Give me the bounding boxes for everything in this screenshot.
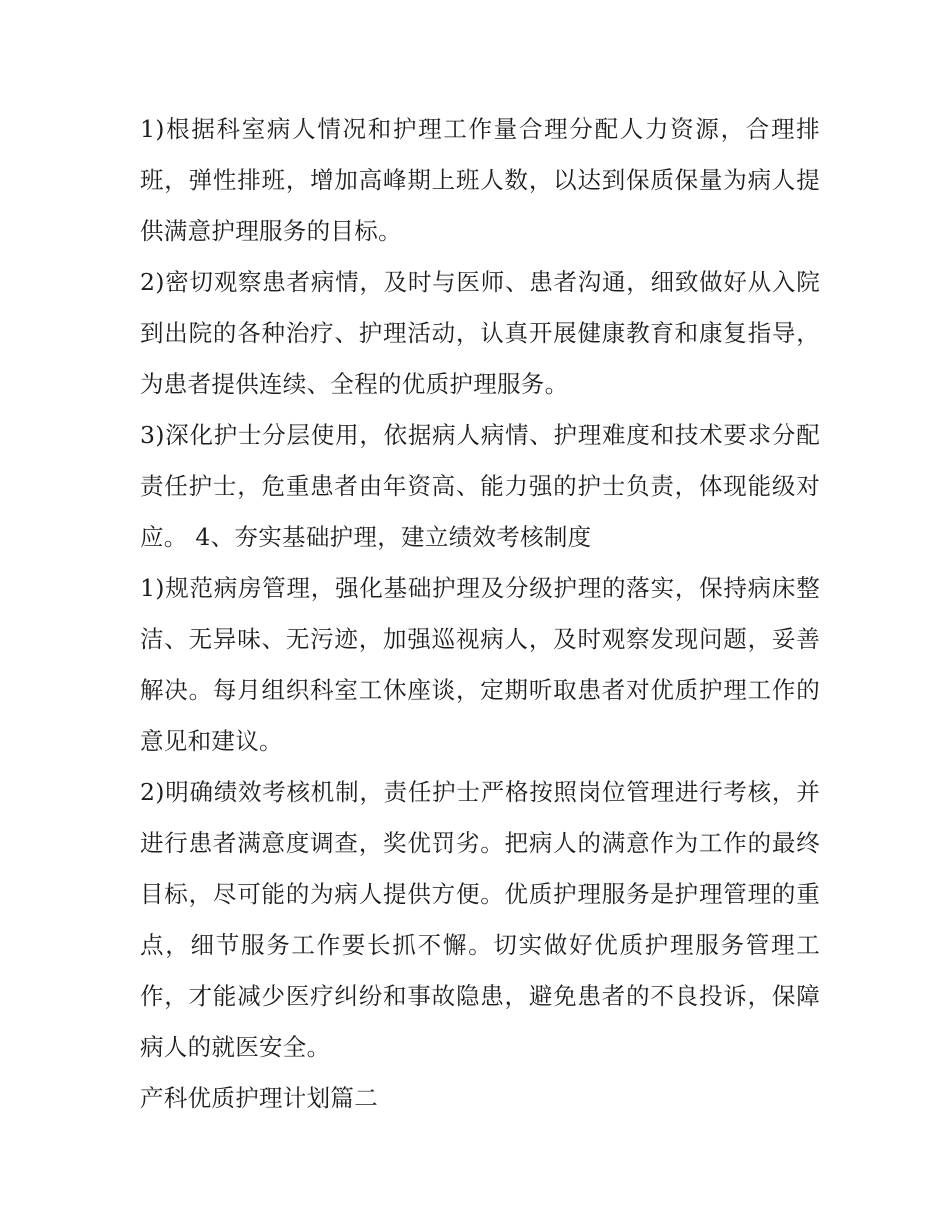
paragraph-performance-review: 2)明确绩效考核机制，责任护士严格按照岗位管理进行考核，并进行患者满意度调查，奖优罚劣。把病人的满意作为工作的最终目标，尽可能的为病人提供方便。优质护理服务是护理管理的重点，细节服务工作要长抓不懈。切实做好优质护理服务管理工作，才能减少医疗纠纷和事故隐患，避免患者的不良投诉，保障病人的就医安全。 (140, 778, 820, 1061)
document-body (140, 104, 820, 1124)
paragraph-layered-nursing: 3)深化护士分层使用，依据病人病情、护理难度和技术要求分配责任护士，危重患者由年资高、能力强的护士负责，体现能级对应。 4、夯实基础护理，建立绩效考核制度 (140, 421, 820, 551)
paragraph-observation: 2)密切观察患者病情，及时与医师、患者沟通，细致做好从入院到出院的各种治疗、护理活动，认真开展健康教育和康复指导，为患者提供连续、全程的优质护理服务。 (140, 268, 820, 398)
section-heading: 产科优质护理计划篇二 (140, 1084, 378, 1112)
paragraph-staffing: 1)根据科室病人情况和护理工作量合理分配人力资源，合理排班，弹性排班，增加高峰期上班人数，以达到保质保量为病人提供满意护理服务的目标。 (140, 115, 820, 245)
paragraph-ward-management: 1)规范病房管理，强化基础护理及分级护理的落实，保持病床整洁、无异味、无污迹，加强巡视病人，及时观察发现问题，妥善解决。每月组织科室工休座谈，定期听取患者对优质护理工作的意见和建议。 (140, 574, 820, 755)
